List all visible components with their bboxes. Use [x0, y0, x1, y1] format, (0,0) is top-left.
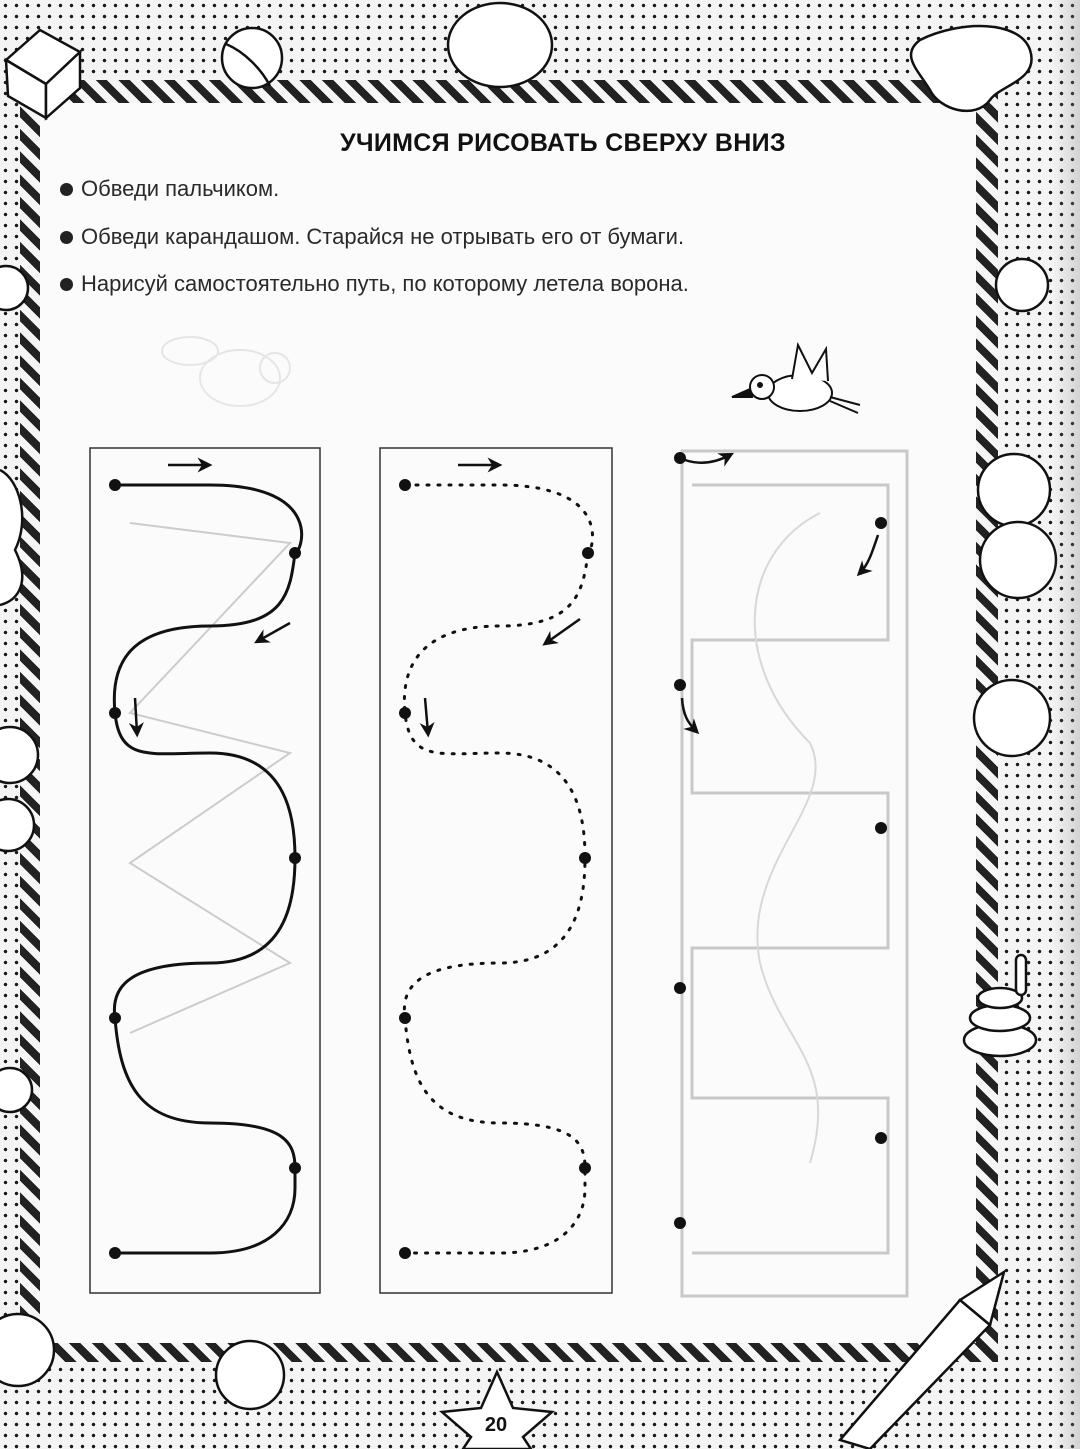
star-icon: [442, 1372, 552, 1449]
bean-icon: [911, 26, 1032, 111]
ball-icon: [0, 1068, 284, 1409]
pyramid-toy-icon: [964, 955, 1036, 1056]
instruction-text: Обведи карандашом. Старайся не отрывать его от бумаги.: [81, 224, 685, 249]
instruction-text: Нарисуй самостоятельно путь, по которому летела ворона.: [81, 271, 689, 296]
page-edge-shadow: [1052, 0, 1080, 1449]
pencil-icon: [840, 1272, 1004, 1449]
cube-icon: [6, 30, 80, 118]
page-title: УЧИМСЯ РИСОВАТЬ СВЕРХУ ВНИЗ: [340, 129, 786, 157]
balloon-icon: [0, 266, 38, 851]
page-number: 20: [484, 1414, 508, 1436]
ball-icon: [222, 28, 282, 88]
balloon-icon: [448, 3, 552, 87]
instruction-text: Обведи пальчиком.: [81, 176, 280, 201]
balloon-icon: [974, 259, 1056, 756]
